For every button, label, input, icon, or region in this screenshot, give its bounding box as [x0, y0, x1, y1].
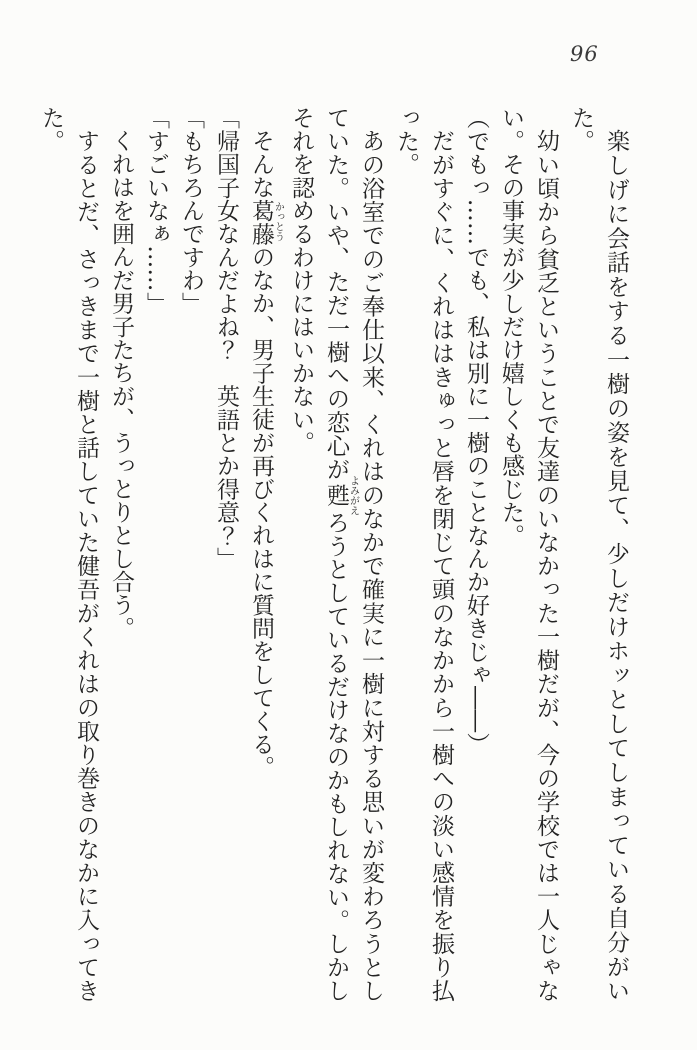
paragraph: 幼い頃から貧乏ということで友達のいなかった一樹だが、今の学校では一人じゃない。その事実が少しだけ嬉しくも感じた。: [498, 106, 559, 1002]
paragraph: 「もちろんですわ」: [178, 106, 204, 315]
paragraph: そんな葛藤かっとうのなか、男子生徒が再びくれはに質問をしてくる。: [248, 129, 284, 779]
paragraph: 「帰国子女なんだよね？ 英語とか得意？」: [213, 106, 239, 570]
paragraph: 楽しげに会話をする一樹の姿を見て、少しだけホッとしてしまっている自分がいた。: [568, 106, 629, 1002]
paragraph: あの浴室でのご奉仕以来、くれはのなかで確実に一樹に対する思いが変わろうとしていた。いや、ただ一樹への恋心が甦よみがえろうとしているだけなのかもしれない。しかしそれを認めるわけにはいかない。: [288, 106, 384, 1002]
page-number: 96: [570, 42, 599, 66]
page-text: [33, 106, 633, 1002]
paragraph: 「すごいなぁ……」: [143, 106, 169, 315]
furigana-term: 葛藤かっとう: [248, 198, 284, 246]
paragraph: だがすぐに、くれははきゅっと唇を閉じて頭のなかから一樹への淡い感情を振り払った。: [393, 106, 454, 1002]
paragraph: くれはを囲んだ男子たちが、うっとりとし合う。: [108, 129, 134, 640]
paragraph: するとだ、さっきまで一樹と話していた健吾がくれはの取り巻きのなかに入ってきた。: [38, 106, 99, 1002]
paragraph: （でもっ……でも、私は別に一樹のことなんか好きじゃ――）: [463, 106, 489, 756]
furigana-term: 甦よみがえ: [323, 475, 359, 516]
